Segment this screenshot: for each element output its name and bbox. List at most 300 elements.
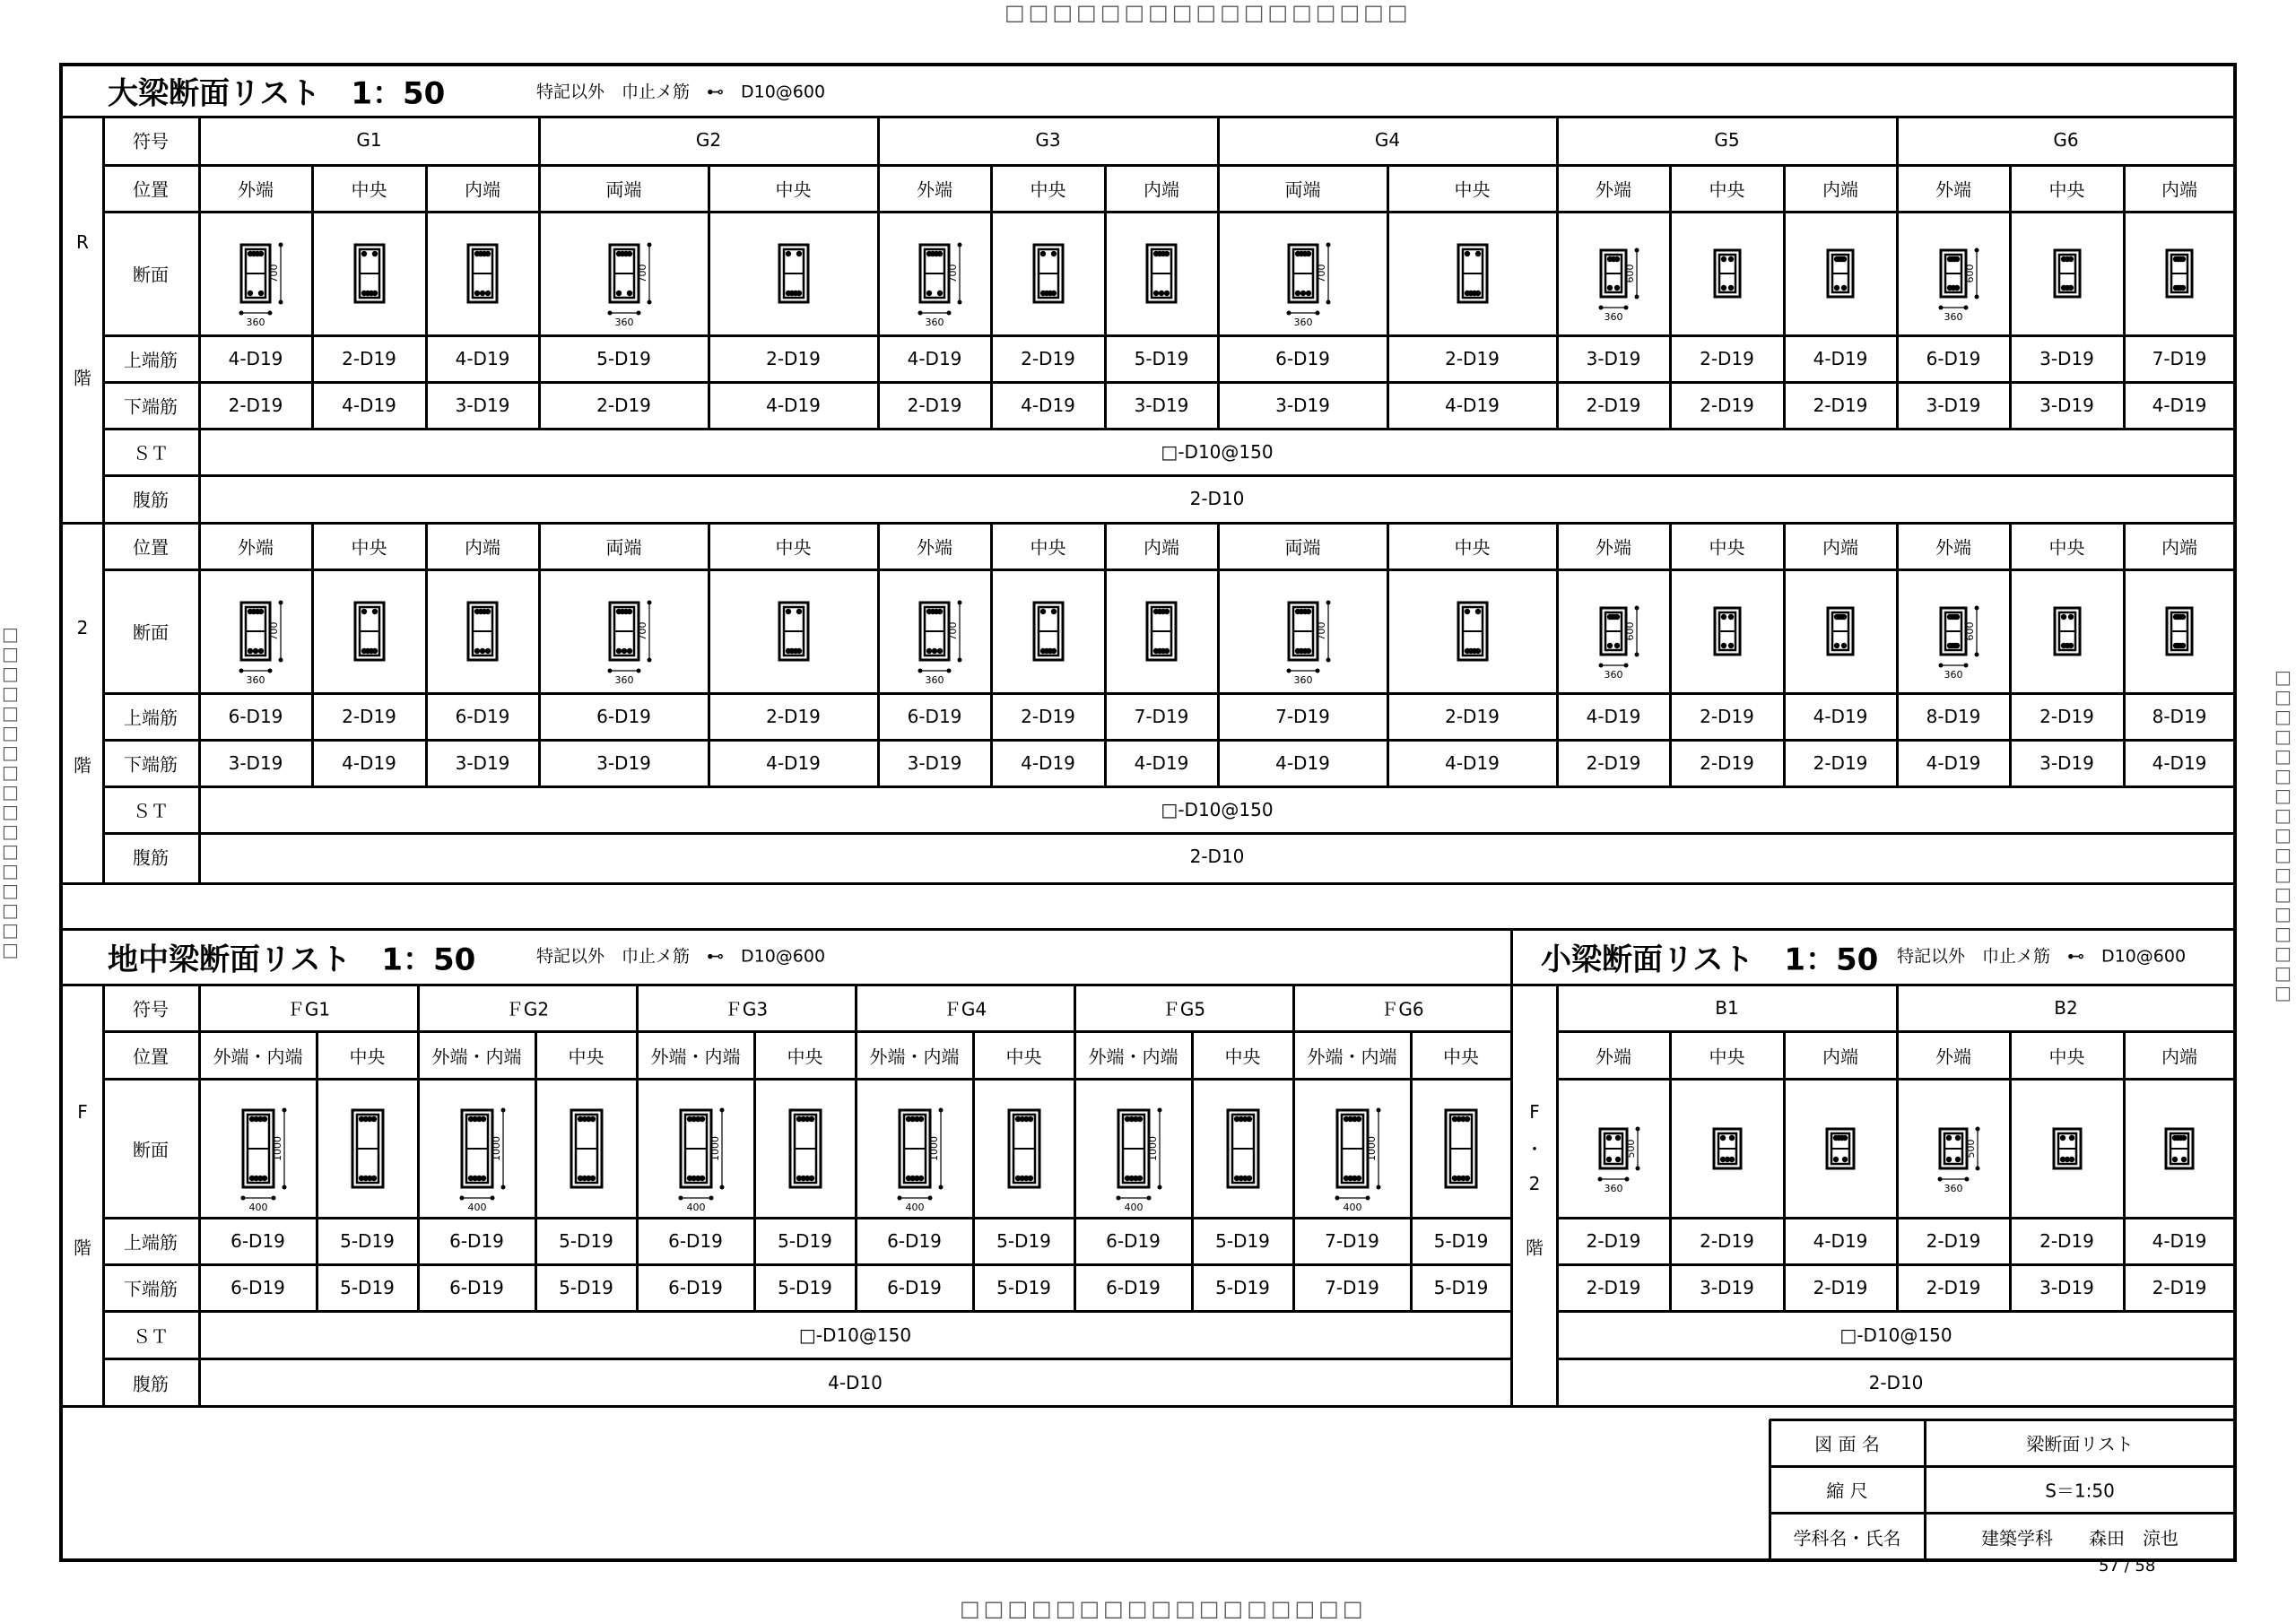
grid-line — [1896, 523, 1899, 786]
grid-line — [1669, 165, 1672, 429]
section-height-dim: 500 — [1625, 1139, 1637, 1158]
bottom-bars-cell: 7-D19 — [1325, 1277, 1379, 1298]
girder-title: 大梁断面リスト 1：50 — [108, 75, 446, 112]
grid-line — [1104, 523, 1107, 786]
beam-section-drawing — [434, 568, 531, 694]
mark-b2: B2 — [2054, 997, 2078, 1019]
beam-section-drawing — [1906, 1095, 2001, 1202]
section-width-dim: 360 — [1944, 1182, 1963, 1194]
small-beam-note: 特記以外 巾止メ筋 ⊷ D10@600 — [1897, 946, 2187, 967]
top-bars-cell: 8-D19 — [1926, 706, 1981, 727]
top-bars-cell: 7-D19 — [1275, 706, 1330, 727]
grid-line — [102, 985, 105, 1406]
position-cell: 中央 — [1454, 536, 1491, 559]
section-width-dim: 360 — [614, 317, 633, 328]
section-height-dim: 1000 — [1365, 1135, 1378, 1161]
web-bar-spec: 2-D10 — [1868, 1371, 1924, 1393]
header-symbol: 符号 — [133, 130, 169, 152]
grid-line — [1217, 523, 1220, 786]
header-top-bars: 上端筋 — [124, 349, 178, 371]
mark-g3: G3 — [1035, 129, 1061, 151]
position-cell: 中央 — [1709, 178, 1745, 201]
top-bars-cell: 4-D19 — [1813, 1230, 1868, 1252]
header-web-bars: 腹筋 — [133, 846, 169, 869]
beam-section-drawing — [318, 1076, 417, 1221]
position-cell: 外端 — [238, 178, 274, 201]
grid-line — [2009, 1031, 2012, 1311]
header-section: 断面 — [133, 1139, 169, 1160]
section-width-dim: 360 — [1944, 311, 1963, 323]
section-divider — [61, 882, 2235, 885]
drawing-name: 梁断面リスト — [2026, 1433, 2134, 1455]
grid-line — [1074, 985, 1076, 1311]
position-cell: 中央 — [351, 178, 387, 201]
section-width-dim: 360 — [1604, 1182, 1623, 1194]
top-bars-cell: 4-D19 — [228, 348, 283, 369]
floor-label: F — [77, 1101, 88, 1123]
position-cell: 中央 — [351, 536, 387, 559]
header-stirrup: ＳＴ — [133, 442, 169, 464]
position-cell: 外端 — [1596, 536, 1631, 559]
bottom-bars-cell: 2-D19 — [1813, 752, 1868, 774]
mark-g2: G2 — [695, 129, 722, 151]
top-bars-cell: 5-D19 — [778, 1230, 832, 1252]
position-cell: 外端・内端 — [1088, 1046, 1178, 1067]
beam-section-drawing — [1907, 574, 2000, 689]
beam-section-drawing — [576, 568, 673, 694]
top-bars-cell: 5-D19 — [340, 1230, 395, 1252]
section-height-dim: 700 — [947, 621, 959, 641]
position-cell: 外端 — [1596, 178, 1631, 201]
top-bars-cell: 6-D19 — [455, 706, 510, 727]
position-cell: 外端 — [1935, 536, 1971, 559]
bottom-bars-cell: 5-D19 — [340, 1277, 395, 1298]
bottom-bars-cell: 2-D19 — [1926, 1277, 1981, 1298]
grid-line — [103, 1030, 1511, 1033]
top-bars-cell: 5-D19 — [1215, 1230, 1270, 1252]
grid-line — [855, 985, 857, 1311]
bottom-bars-cell: 5-D19 — [778, 1277, 832, 1298]
grid-line — [103, 739, 2235, 742]
position-cell: 中央 — [1709, 1046, 1745, 1067]
position-cell: 中央 — [2048, 536, 2085, 559]
position-cell: 中央 — [775, 536, 812, 559]
top-bars-cell: 6-D19 — [907, 706, 962, 727]
section-height-dim: 1000 — [927, 1135, 940, 1161]
scale-label: 縮 尺 — [1826, 1480, 1868, 1502]
bottom-bars-cell: 3-D19 — [907, 752, 962, 774]
drawing-name-label: 図 面 名 — [1814, 1433, 1880, 1455]
bottom-bars-cell: 2-D19 — [1813, 395, 1868, 416]
position-cell: 外端 — [917, 536, 952, 559]
top-bars-cell: 4-D19 — [455, 348, 510, 369]
bottom-bars-cell: 3-D19 — [1275, 395, 1330, 416]
grid-line — [103, 164, 2235, 167]
position-cell: 内端 — [465, 178, 500, 201]
grid-line — [2009, 165, 2012, 429]
mark-b1: B1 — [1715, 997, 1739, 1019]
grid-line — [1669, 523, 1672, 786]
beam-section-drawing — [1255, 568, 1352, 694]
position-cell: 中央 — [1005, 1046, 1042, 1067]
section-height-dim: 500 — [1965, 1139, 1977, 1158]
grid-line — [1104, 165, 1107, 429]
floor-label-kai: 階 — [74, 1237, 91, 1259]
mark-fg6: ＦG6 — [1380, 998, 1424, 1020]
top-bars-cell: 2-D19 — [2039, 1230, 2094, 1252]
bottom-bars-cell: 3-D19 — [228, 752, 283, 774]
beam-section-drawing — [1000, 568, 1097, 694]
stirrup-spec: □-D10@150 — [1839, 1324, 1952, 1346]
grid-line — [1896, 165, 1899, 429]
top-bars-cell: 4-D19 — [1813, 348, 1868, 369]
beam-section-drawing — [209, 1076, 308, 1221]
header-top-bars: 上端筋 — [124, 1231, 178, 1254]
section-width-dim: 360 — [925, 674, 944, 686]
beam-section-drawing — [1084, 1076, 1183, 1221]
floor-label: 2 — [76, 617, 89, 638]
bottom-bars-cell: 3-D19 — [455, 395, 510, 416]
mark-g4: G4 — [1374, 129, 1401, 151]
bottom-bars-cell: 2-D19 — [1813, 1277, 1868, 1298]
grid-line — [753, 1031, 756, 1311]
bottom-bars-cell: 4-D19 — [1926, 752, 1981, 774]
beam-section-drawing — [1000, 211, 1097, 336]
foundation-title: 地中梁断面リスト 1：50 — [108, 942, 476, 978]
grid-line — [1770, 1465, 2235, 1468]
section-height-dim: 1000 — [709, 1135, 721, 1161]
top-bars-cell: 2-D19 — [1926, 1230, 1981, 1252]
position-cell: 中央 — [787, 1046, 823, 1067]
top-bars-cell: 2-D19 — [342, 348, 396, 369]
bottom-bars-cell: 4-D19 — [1021, 752, 1075, 774]
beam-section-drawing — [1794, 216, 1887, 331]
grid-line — [1783, 523, 1786, 786]
beam-section-drawing — [1793, 1095, 1888, 1202]
girder-title-divider — [61, 116, 2235, 118]
top-bars-cell: 2-D19 — [1700, 348, 1754, 369]
top-bars-cell: 6-D19 — [228, 706, 283, 727]
top-bars-cell: 6-D19 — [668, 1230, 723, 1252]
bottom-bars-cell: 4-D19 — [2152, 395, 2207, 416]
grid-line — [2009, 523, 2012, 786]
beam-section-drawing — [1412, 1076, 1510, 1221]
beam-section-drawing — [1303, 1076, 1402, 1221]
grid-line — [103, 474, 2235, 477]
position-cell: 外端 — [917, 178, 952, 201]
bottom-bars-cell: 3-D19 — [455, 752, 510, 774]
grid-line — [972, 1031, 975, 1311]
grid-line — [103, 1358, 1511, 1360]
mark-g5: G5 — [1714, 129, 1740, 151]
section-height-dim: 1000 — [1146, 1135, 1159, 1161]
grid-line — [425, 523, 428, 786]
bottom-bars-cell: 2-D19 — [1586, 1277, 1641, 1298]
position-cell: 中央 — [1443, 1046, 1479, 1067]
header-web-bars: 腹筋 — [133, 489, 169, 511]
web-bar-spec: 2-D10 — [1189, 488, 1245, 509]
header-top-bars: 上端筋 — [124, 707, 178, 729]
bottom-bars-cell: 2-D19 — [1586, 752, 1641, 774]
top-bars-cell: 4-D19 — [1813, 706, 1868, 727]
position-cell: 外端・内端 — [1307, 1046, 1397, 1067]
position-cell: 内端 — [1822, 1046, 1858, 1067]
grid-line — [103, 1263, 1511, 1266]
section-width-dim: 360 — [925, 317, 944, 328]
top-bars-cell: 3-D19 — [1586, 348, 1641, 369]
left-margin-text: □□□□□□□□□□□□□□□□□ — [2, 623, 19, 960]
beam-section-drawing — [745, 211, 842, 336]
beam-section-drawing — [2021, 216, 2114, 331]
position-cell: 内端 — [1822, 178, 1858, 201]
bottom-bars-cell: 2-D19 — [2152, 1277, 2207, 1298]
section-width-dim: 400 — [467, 1201, 486, 1213]
bottom-bars-cell: 4-D19 — [2152, 752, 2207, 774]
grid-line — [1217, 165, 1220, 429]
bottom-bars-cell: 4-D19 — [766, 395, 821, 416]
grid-line — [1769, 1419, 1771, 1560]
position-cell: 中央 — [2048, 178, 2085, 201]
bottom-bars-cell: 5-D19 — [1215, 1277, 1270, 1298]
bottom-bars-cell: 4-D19 — [766, 752, 821, 774]
section-height-dim: 700 — [636, 264, 648, 283]
position-cell: 外端 — [1596, 1046, 1631, 1067]
top-bars-cell: 2-D19 — [1586, 1230, 1641, 1252]
header-position: 位置 — [133, 536, 169, 559]
author-name: 建築学科 森田 涼也 — [1981, 1527, 2179, 1549]
grid-line — [2123, 1031, 2126, 1311]
grid-line — [1669, 1031, 1672, 1311]
top-bars-cell: 2-D19 — [1445, 348, 1500, 369]
grid-line — [538, 165, 541, 429]
grid-line — [1783, 165, 1786, 429]
beam-section-drawing — [1113, 568, 1210, 694]
position-cell: 内端 — [465, 536, 500, 559]
top-bars-cell: 2-D19 — [1445, 706, 1500, 727]
web-bar-spec: 2-D10 — [1189, 846, 1245, 867]
position-cell: 外端・内端 — [869, 1046, 960, 1067]
grid-line — [316, 1031, 318, 1311]
position-cell: 中央 — [1454, 178, 1491, 201]
bottom-bars-cell: 4-D19 — [342, 395, 396, 416]
grid-line — [2123, 523, 2126, 786]
beam-section-drawing — [886, 568, 983, 694]
right-margin-text: □□□□□□□□□□□□□□□□□ — [2274, 666, 2292, 1003]
mark-fg1: ＦG1 — [286, 998, 331, 1020]
header-symbol: 符号 — [133, 998, 169, 1020]
floor-label: 2 — [1528, 1173, 1541, 1194]
position-cell: 中央 — [568, 1046, 604, 1067]
position-cell: 外端・内端 — [650, 1046, 741, 1067]
mark-fg5: ＦG5 — [1161, 998, 1206, 1020]
position-cell: 外端・内端 — [213, 1046, 303, 1067]
grid-line — [103, 785, 2235, 788]
beam-section-drawing — [2021, 574, 2114, 689]
top-margin-text: □□□□□□□□□□□□□□□□□ — [1004, 0, 1412, 25]
top-bars-cell: 7-D19 — [1325, 1230, 1379, 1252]
top-bars-cell: 3-D19 — [2039, 348, 2094, 369]
section-width-dim: 400 — [905, 1201, 924, 1213]
grid-line — [198, 985, 201, 1311]
bottom-bars-cell: 2-D19 — [907, 395, 962, 416]
bottom-bars-cell: 3-D19 — [1926, 395, 1981, 416]
beam-section-drawing — [1567, 216, 1660, 331]
grid-line — [198, 117, 201, 883]
grid-line — [425, 165, 428, 429]
position-cell: 内端 — [1822, 536, 1858, 559]
grid-line — [990, 523, 993, 786]
top-bars-cell: 6-D19 — [230, 1230, 285, 1252]
grid-line — [417, 985, 420, 1311]
bottom-bars-cell: 4-D19 — [1134, 752, 1189, 774]
header-section: 断面 — [133, 621, 169, 644]
bottom-bars-cell: 3-D19 — [2039, 752, 2094, 774]
beam-section-drawing — [576, 211, 673, 336]
top-bars-cell: 5-D19 — [1433, 1230, 1489, 1252]
grid-line — [708, 523, 710, 786]
header-stirrup: ＳＴ — [133, 800, 169, 822]
grid-line — [535, 1031, 537, 1311]
header-section: 断面 — [133, 264, 169, 286]
position-cell: 内端 — [2161, 536, 2197, 559]
top-bars-cell: 6-D19 — [1106, 1230, 1161, 1252]
position-cell: 中央 — [2048, 1046, 2085, 1067]
position-cell: 両端 — [605, 178, 642, 201]
mark-fg4: ＦG4 — [943, 998, 987, 1020]
beam-section-drawing — [886, 211, 983, 336]
section-width-dim: 360 — [246, 674, 265, 686]
beam-section-drawing — [428, 1076, 526, 1221]
bottom-bars-cell: 5-D19 — [996, 1277, 1051, 1298]
grid-line — [102, 117, 105, 883]
grid-line — [1770, 1512, 2235, 1515]
author-label: 学科名・氏名 — [1793, 1527, 1901, 1549]
grid-line — [1387, 165, 1389, 429]
grid-line — [1556, 523, 1559, 786]
bottom-bars-cell: 6-D19 — [668, 1277, 723, 1298]
bottom-bars-cell: 6-D19 — [230, 1277, 285, 1298]
bottom-bars-cell: 2-D19 — [596, 395, 651, 416]
beam-section-drawing — [1424, 211, 1521, 336]
bottom-bars-cell: 3-D19 — [2039, 1277, 2094, 1298]
beam-section-drawing — [537, 1076, 636, 1221]
top-bars-cell: 6-D19 — [887, 1230, 942, 1252]
position-cell: 中央 — [775, 178, 812, 201]
small-beam-title: 小梁断面リスト 1：50 — [1541, 942, 1879, 978]
section-height-dim: 1000 — [490, 1135, 502, 1161]
bottom-bars-cell: 3-D19 — [596, 752, 651, 774]
grid-line — [311, 523, 314, 786]
bottom-bars-cell: 4-D19 — [1021, 395, 1075, 416]
grid-line — [311, 165, 314, 429]
grid-line — [636, 985, 639, 1311]
position-cell: 中央 — [1030, 536, 1066, 559]
beam-section-drawing — [1567, 574, 1660, 689]
section-width-dim: 360 — [1944, 669, 1963, 681]
section-width-dim: 400 — [248, 1201, 267, 1213]
stirrup-spec: □-D10@150 — [1161, 799, 1274, 820]
floor-label: 階 — [1526, 1237, 1544, 1259]
section-height-dim: 700 — [1315, 621, 1327, 641]
header-bottom-bars: 下端筋 — [124, 753, 178, 776]
header-position: 位置 — [133, 178, 169, 201]
header-stirrup: ＳＴ — [133, 1325, 169, 1347]
top-bars-cell: 2-D19 — [766, 348, 821, 369]
bottom-bars-cell: 2-D19 — [1700, 395, 1754, 416]
bottom-bars-cell: 5-D19 — [1433, 1277, 1489, 1298]
beam-section-drawing — [2133, 216, 2226, 331]
grid-line — [1896, 985, 1899, 1311]
top-bars-cell: 4-D19 — [2152, 1230, 2207, 1252]
bottom-bars-cell: 6-D19 — [887, 1277, 942, 1298]
grid-line — [708, 165, 710, 429]
bottom-bars-cell: 6-D19 — [1106, 1277, 1161, 1298]
mark-fg3: ＦG3 — [724, 998, 769, 1020]
grid-line — [103, 381, 2235, 384]
position-cell: 中央 — [349, 1046, 386, 1067]
top-bars-cell: 6-D19 — [1275, 348, 1330, 369]
beam-section-drawing — [1255, 211, 1352, 336]
top-bars-cell: 7-D19 — [2152, 348, 2207, 369]
position-cell: 中央 — [1224, 1046, 1261, 1067]
beam-section-drawing — [1681, 574, 1774, 689]
beam-section-drawing — [647, 1076, 745, 1221]
top-bars-cell: 2-D19 — [766, 706, 821, 727]
bottom-bars-cell: 4-D19 — [1445, 395, 1500, 416]
bottom-bars-cell: 3-D19 — [1700, 1277, 1754, 1298]
beam-section-drawing — [321, 568, 418, 694]
beam-section-drawing — [1424, 568, 1521, 694]
floor-label-kai: 階 — [74, 754, 91, 777]
section-width-dim: 400 — [1343, 1201, 1361, 1213]
beam-section-drawing — [2133, 574, 2226, 689]
beam-section-drawing — [865, 1076, 964, 1221]
bottom-bars-cell: 4-D19 — [1275, 752, 1330, 774]
mark-g6: G6 — [2053, 129, 2079, 151]
top-bars-cell: 4-D19 — [1586, 706, 1641, 727]
header-bottom-bars: 下端筋 — [124, 1278, 178, 1300]
beam-section-drawing — [2020, 1095, 2115, 1202]
top-bars-cell: 8-D19 — [2152, 706, 2207, 727]
beam-section-drawing — [321, 211, 418, 336]
section-width-dim: 360 — [1604, 669, 1623, 681]
header-web-bars: 腹筋 — [133, 1373, 169, 1394]
beam-section-drawing — [1907, 216, 2000, 331]
foundation-note: 特記以外 巾止メ筋 ⊷ D10@600 — [536, 946, 826, 967]
beam-section-drawing — [1681, 216, 1774, 331]
top-bars-cell: 2-D19 — [1021, 348, 1075, 369]
beam-section-drawing — [1113, 211, 1210, 336]
grid-line — [2123, 165, 2126, 429]
position-cell: 内端 — [2161, 1046, 2197, 1067]
section-divider — [61, 928, 2235, 931]
stirrup-spec: □-D10@150 — [1161, 441, 1274, 463]
position-cell: 外端 — [1935, 178, 1971, 201]
grid-line — [1410, 1031, 1413, 1311]
position-cell: 中央 — [1709, 536, 1745, 559]
floor-label-kai: 階 — [74, 367, 91, 389]
header-bottom-bars: 下端筋 — [124, 395, 178, 418]
position-cell: 外端 — [238, 536, 274, 559]
bottom-bars-cell: 6-D19 — [449, 1277, 504, 1298]
position-cell: 両端 — [1284, 536, 1321, 559]
grid-line — [1387, 523, 1389, 786]
top-bars-cell: 2-D19 — [1700, 1230, 1754, 1252]
floor-label: ・ — [1526, 1138, 1544, 1160]
section-width-dim: 400 — [686, 1201, 705, 1213]
section-width-dim: 360 — [614, 674, 633, 686]
beam-section-drawing — [756, 1076, 855, 1221]
